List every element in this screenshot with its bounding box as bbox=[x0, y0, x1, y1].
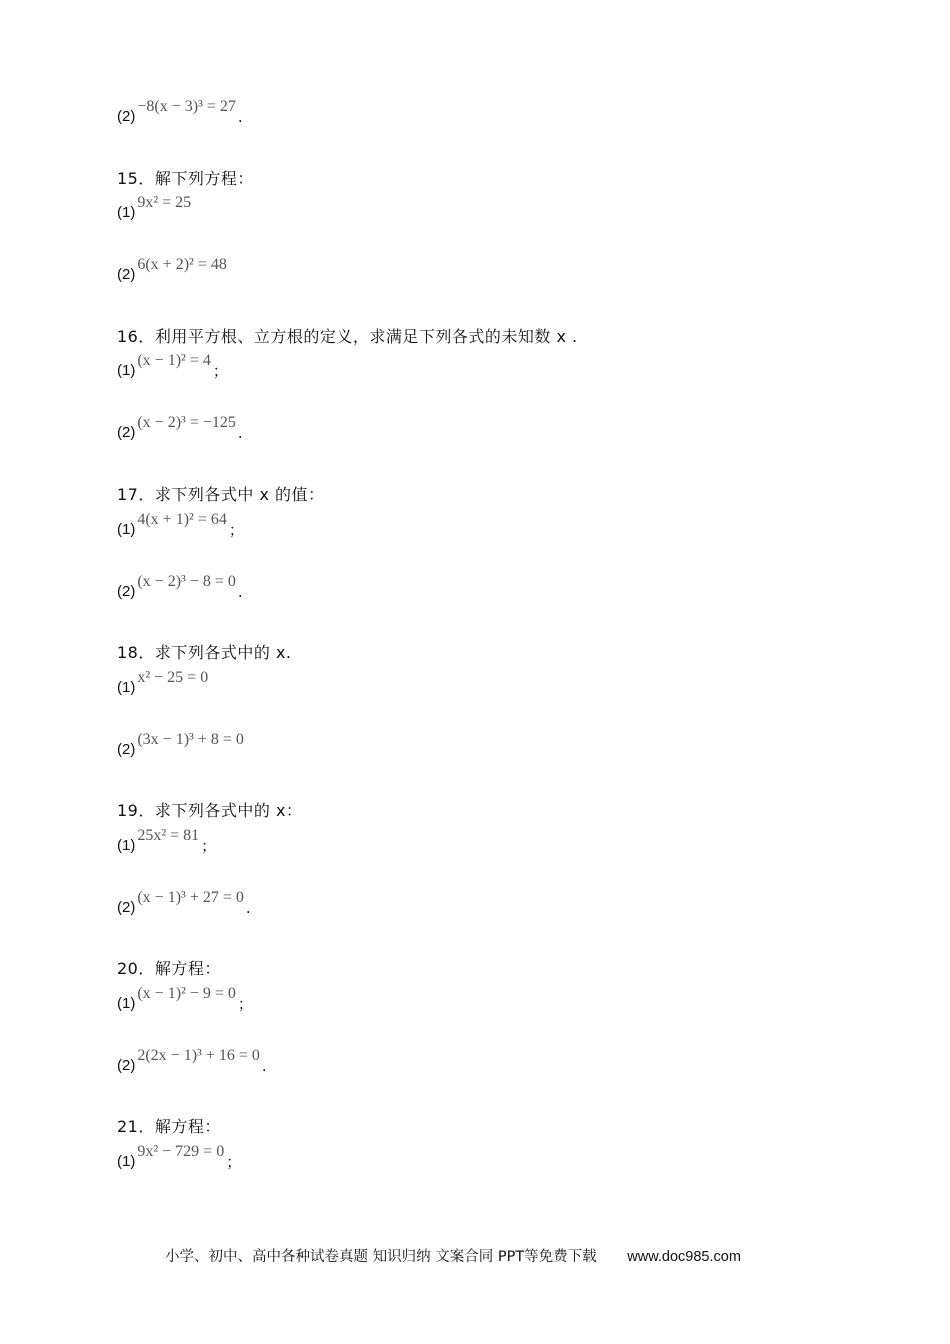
question-heading: 18．求下列各式中的 x. bbox=[117, 643, 292, 662]
question-heading: 17．求下列各式中 x 的值： bbox=[117, 485, 325, 504]
punctuation: ； bbox=[228, 521, 244, 539]
sub-question-label: (2) bbox=[117, 108, 136, 125]
punctuation: . bbox=[237, 583, 243, 601]
sub-question-label: (1) bbox=[117, 1153, 136, 1170]
sub-question-label: (1) bbox=[117, 521, 136, 538]
sub-question-label: (2) bbox=[117, 1057, 136, 1074]
question-heading: 19．求下列各式中的 x： bbox=[117, 801, 303, 820]
question-heading: 21．解方程： bbox=[117, 1117, 221, 1136]
equation: 6(x + 2)² = 48 bbox=[137, 256, 227, 273]
sub-question bbox=[117, 194, 193, 222]
punctuation: ； bbox=[212, 362, 228, 380]
sub-question bbox=[117, 985, 253, 1013]
equation: 25x² = 81 bbox=[137, 827, 200, 844]
equation: (x − 1)² − 9 = 0 bbox=[137, 985, 236, 1002]
equation: 9x² − 729 = 0 bbox=[137, 1143, 225, 1160]
sub-question-label: (1) bbox=[117, 679, 136, 696]
sub-question bbox=[117, 1047, 267, 1075]
sub-question bbox=[117, 889, 251, 917]
sub-question bbox=[117, 256, 229, 284]
equation: 9x² = 25 bbox=[137, 194, 192, 211]
equation: (x − 1)³ + 27 = 0 bbox=[137, 889, 244, 906]
punctuation: . bbox=[261, 1057, 267, 1075]
equation: (x − 2)³ = −125 bbox=[137, 414, 236, 431]
sub-question-label: (2) bbox=[117, 266, 136, 283]
punctuation: ； bbox=[237, 995, 253, 1013]
punctuation: . bbox=[237, 108, 243, 126]
punctuation: ； bbox=[226, 1153, 242, 1171]
page-footer bbox=[165, 1245, 741, 1266]
sub-question-label: (1) bbox=[117, 995, 136, 1012]
sub-question-label: (2) bbox=[117, 424, 136, 441]
sub-question bbox=[117, 352, 228, 380]
question-heading: 20．解方程： bbox=[117, 959, 221, 978]
sub-question bbox=[117, 414, 243, 442]
sub-question-label: (1) bbox=[117, 204, 136, 221]
sub-question-label: (2) bbox=[117, 741, 136, 758]
sub-question bbox=[117, 731, 246, 759]
question-heading: 16．利用平方根、立方根的定义，求满足下列各式的未知数 x . bbox=[117, 327, 578, 346]
equation: x² − 25 = 0 bbox=[137, 669, 209, 686]
punctuation: . bbox=[245, 899, 251, 917]
equation: (x − 2)³ − 8 = 0 bbox=[137, 573, 236, 590]
question-heading: 15．解下列方程： bbox=[117, 169, 254, 188]
equation: −8(x − 3)³ = 27 bbox=[137, 98, 236, 115]
sub-question-label: (1) bbox=[117, 837, 136, 854]
sub-question bbox=[117, 511, 244, 539]
equation: (3x − 1)³ + 8 = 0 bbox=[137, 731, 244, 748]
sub-question-label: (2) bbox=[117, 583, 136, 600]
equation: (x − 1)² = 4 bbox=[137, 352, 211, 369]
sub-question bbox=[117, 1143, 242, 1171]
sub-question bbox=[117, 573, 243, 601]
equation: 2(2x − 1)³ + 16 = 0 bbox=[137, 1047, 260, 1064]
sub-question-label: (1) bbox=[117, 362, 136, 379]
sub-question-label: (2) bbox=[117, 899, 136, 916]
sub-question bbox=[117, 669, 210, 697]
footer-url[interactable]: www.doc985.com bbox=[627, 1249, 741, 1265]
footer-text: 小学、初中、高中各种试卷真题 知识归纳 文案合同 PPT等免费下载 bbox=[165, 1249, 597, 1265]
punctuation: . bbox=[237, 424, 243, 442]
sub-question bbox=[117, 98, 243, 126]
equation: 4(x + 1)² = 64 bbox=[137, 511, 227, 528]
sub-question bbox=[117, 827, 217, 855]
punctuation: ； bbox=[201, 837, 217, 855]
